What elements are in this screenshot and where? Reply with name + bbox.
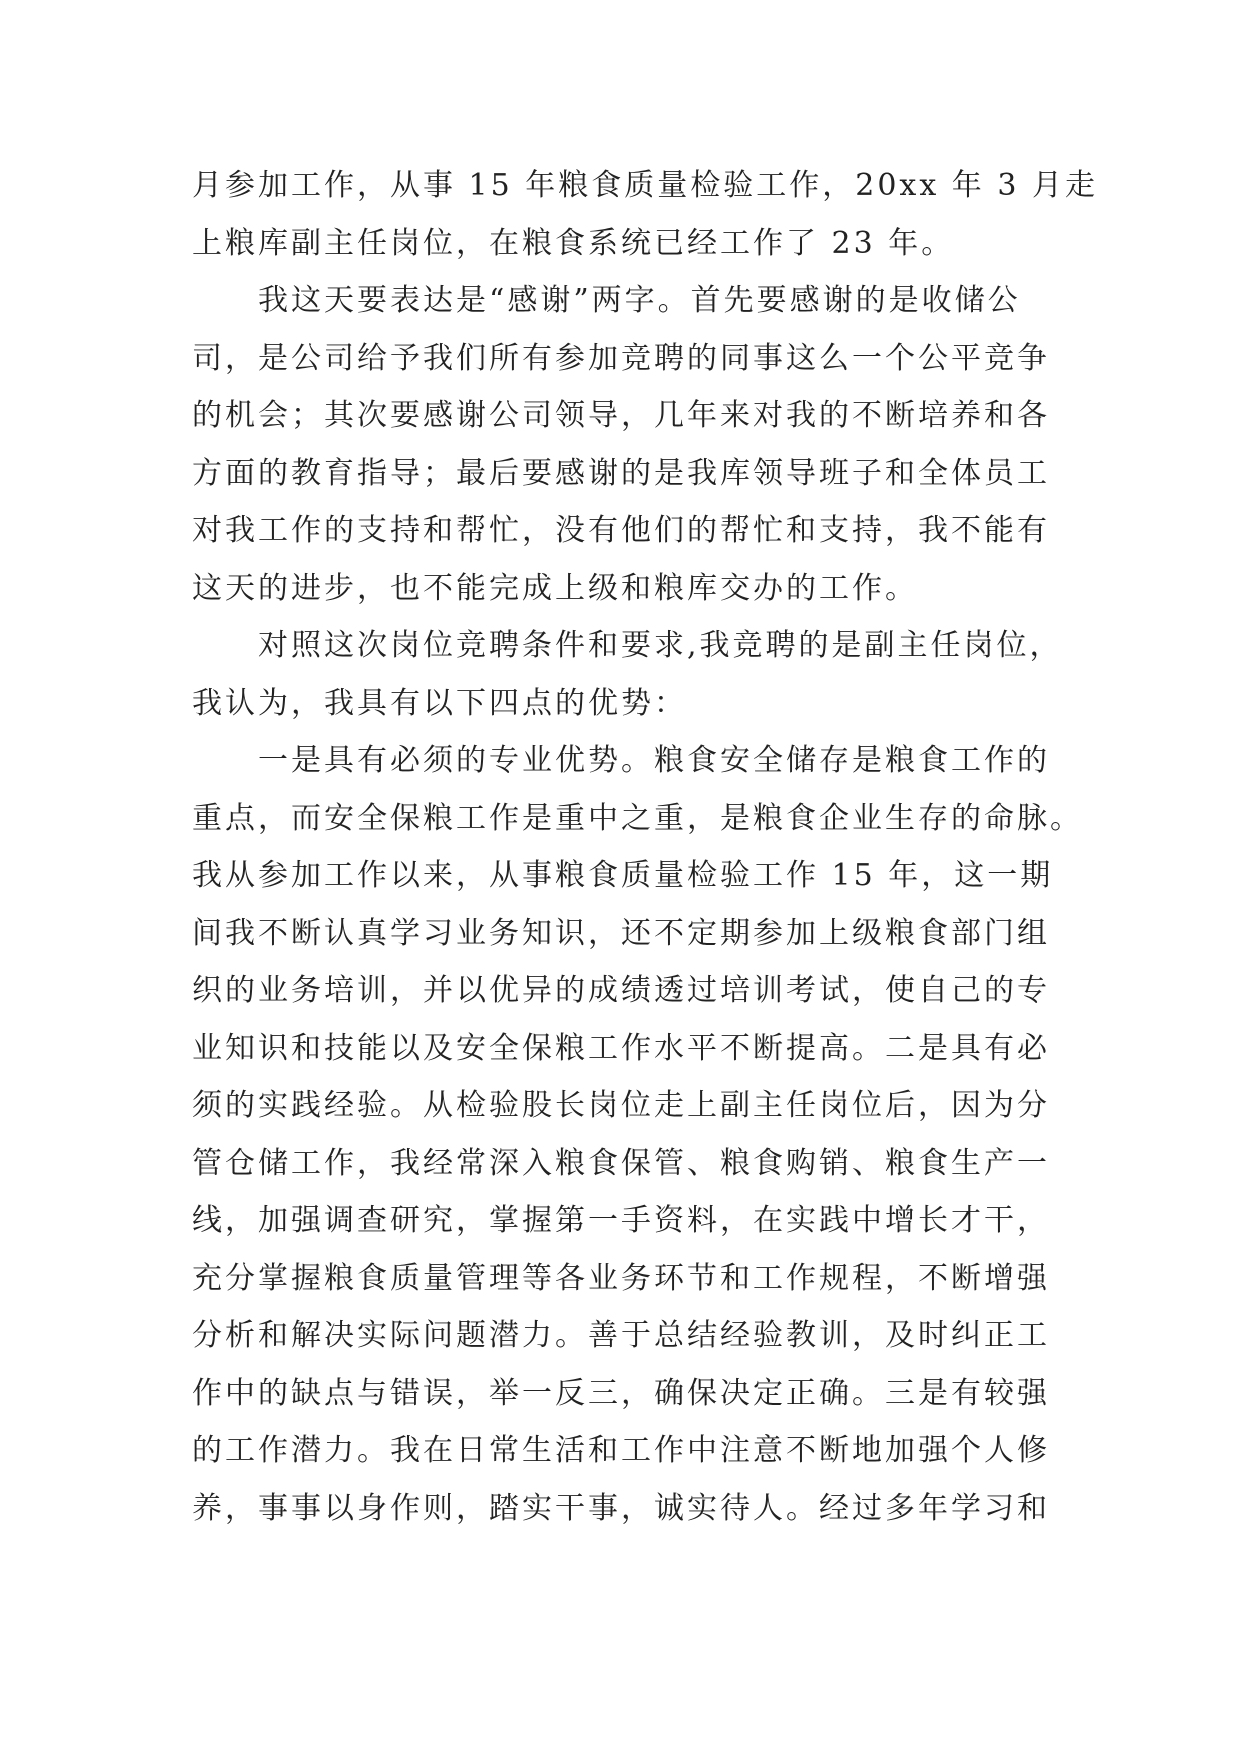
text-line: 的机会；其次要感谢公司领导，几年来对我的不断培养和各 bbox=[192, 398, 1050, 433]
text-line: 业知识和技能以及安全保粮工作水平不断提高。二是具有必 bbox=[192, 1030, 1050, 1066]
text-line: 对我工作的支持和帮忙，没有他们的帮忙和支持，我不能有 bbox=[192, 513, 1050, 548]
text-line: 管仓储工作，我经常深入粮食保管、粮食购销、粮食生产一 bbox=[192, 1145, 1050, 1181]
text-line: 的工作潜力。我在日常生活和工作中注意不断地加强个人修 bbox=[192, 1433, 1050, 1468]
text-line: 织的业务培训，并以优异的成绩透过培训考试，使自己的专 bbox=[192, 973, 1050, 1008]
text-line: 方面的教育指导；最后要感谢的是我库领导班子和全体员工 bbox=[192, 455, 1050, 491]
text-line: 须的实践经验。从检验股长岗位走上副主任岗位后，因为分 bbox=[192, 1088, 1050, 1123]
paragraph-start-line: 我这天要表达是“感谢”两字。首先要感谢的是收储公 bbox=[258, 283, 1021, 318]
text-line: 线，加强调查研究，掌握第一手资料，在实践中增长才干， bbox=[192, 1203, 1050, 1238]
text-line: 这天的进步，也不能完成上级和粮库交办的工作。 bbox=[192, 570, 918, 606]
paragraph-start-line: 一是具有必须的专业优势。粮食安全储存是粮食工作的 bbox=[258, 743, 1050, 778]
document-body bbox=[192, 157, 1098, 1537]
text-line: 司，是公司给予我们所有参加竞聘的同事这么一个公平竞争 bbox=[192, 340, 1050, 376]
text-line: 间我不断认真学习业务知识，还不定期参加上级粮食部门组 bbox=[192, 915, 1050, 951]
paragraph-start-line: 对照这次岗位竞聘条件和要求,我竞聘的是副主任岗位， bbox=[258, 628, 1063, 663]
text-line: 作中的缺点与错误，举一反三，确保决定正确。三是有较强 bbox=[192, 1375, 1050, 1411]
text-line: 我认为，我具有以下四点的优势： bbox=[192, 685, 687, 721]
text-line: 重点，而安全保粮工作是重中之重，是粮食企业生存的命脉。 bbox=[192, 800, 1083, 836]
text-line: 上粮库副主任岗位，在粮食系统已经工作了 23 年。 bbox=[192, 225, 955, 261]
text-line: 月参加工作，从事 15 年粮食质量检验工作，20xx 年 3 月走 bbox=[192, 168, 1098, 203]
text-line: 充分掌握粮食质量管理等各业务环节和工作规程，不断增强 bbox=[192, 1260, 1050, 1296]
text-line: 养，事事以身作则，踏实干事，诚实待人。经过多年学习和 bbox=[192, 1490, 1050, 1526]
text-line: 我从参加工作以来，从事粮食质量检验工作 15 年，这一期 bbox=[192, 858, 1054, 893]
text-line: 分析和解决实际问题潜力。善于总结经验教训，及时纠正工 bbox=[192, 1318, 1050, 1353]
